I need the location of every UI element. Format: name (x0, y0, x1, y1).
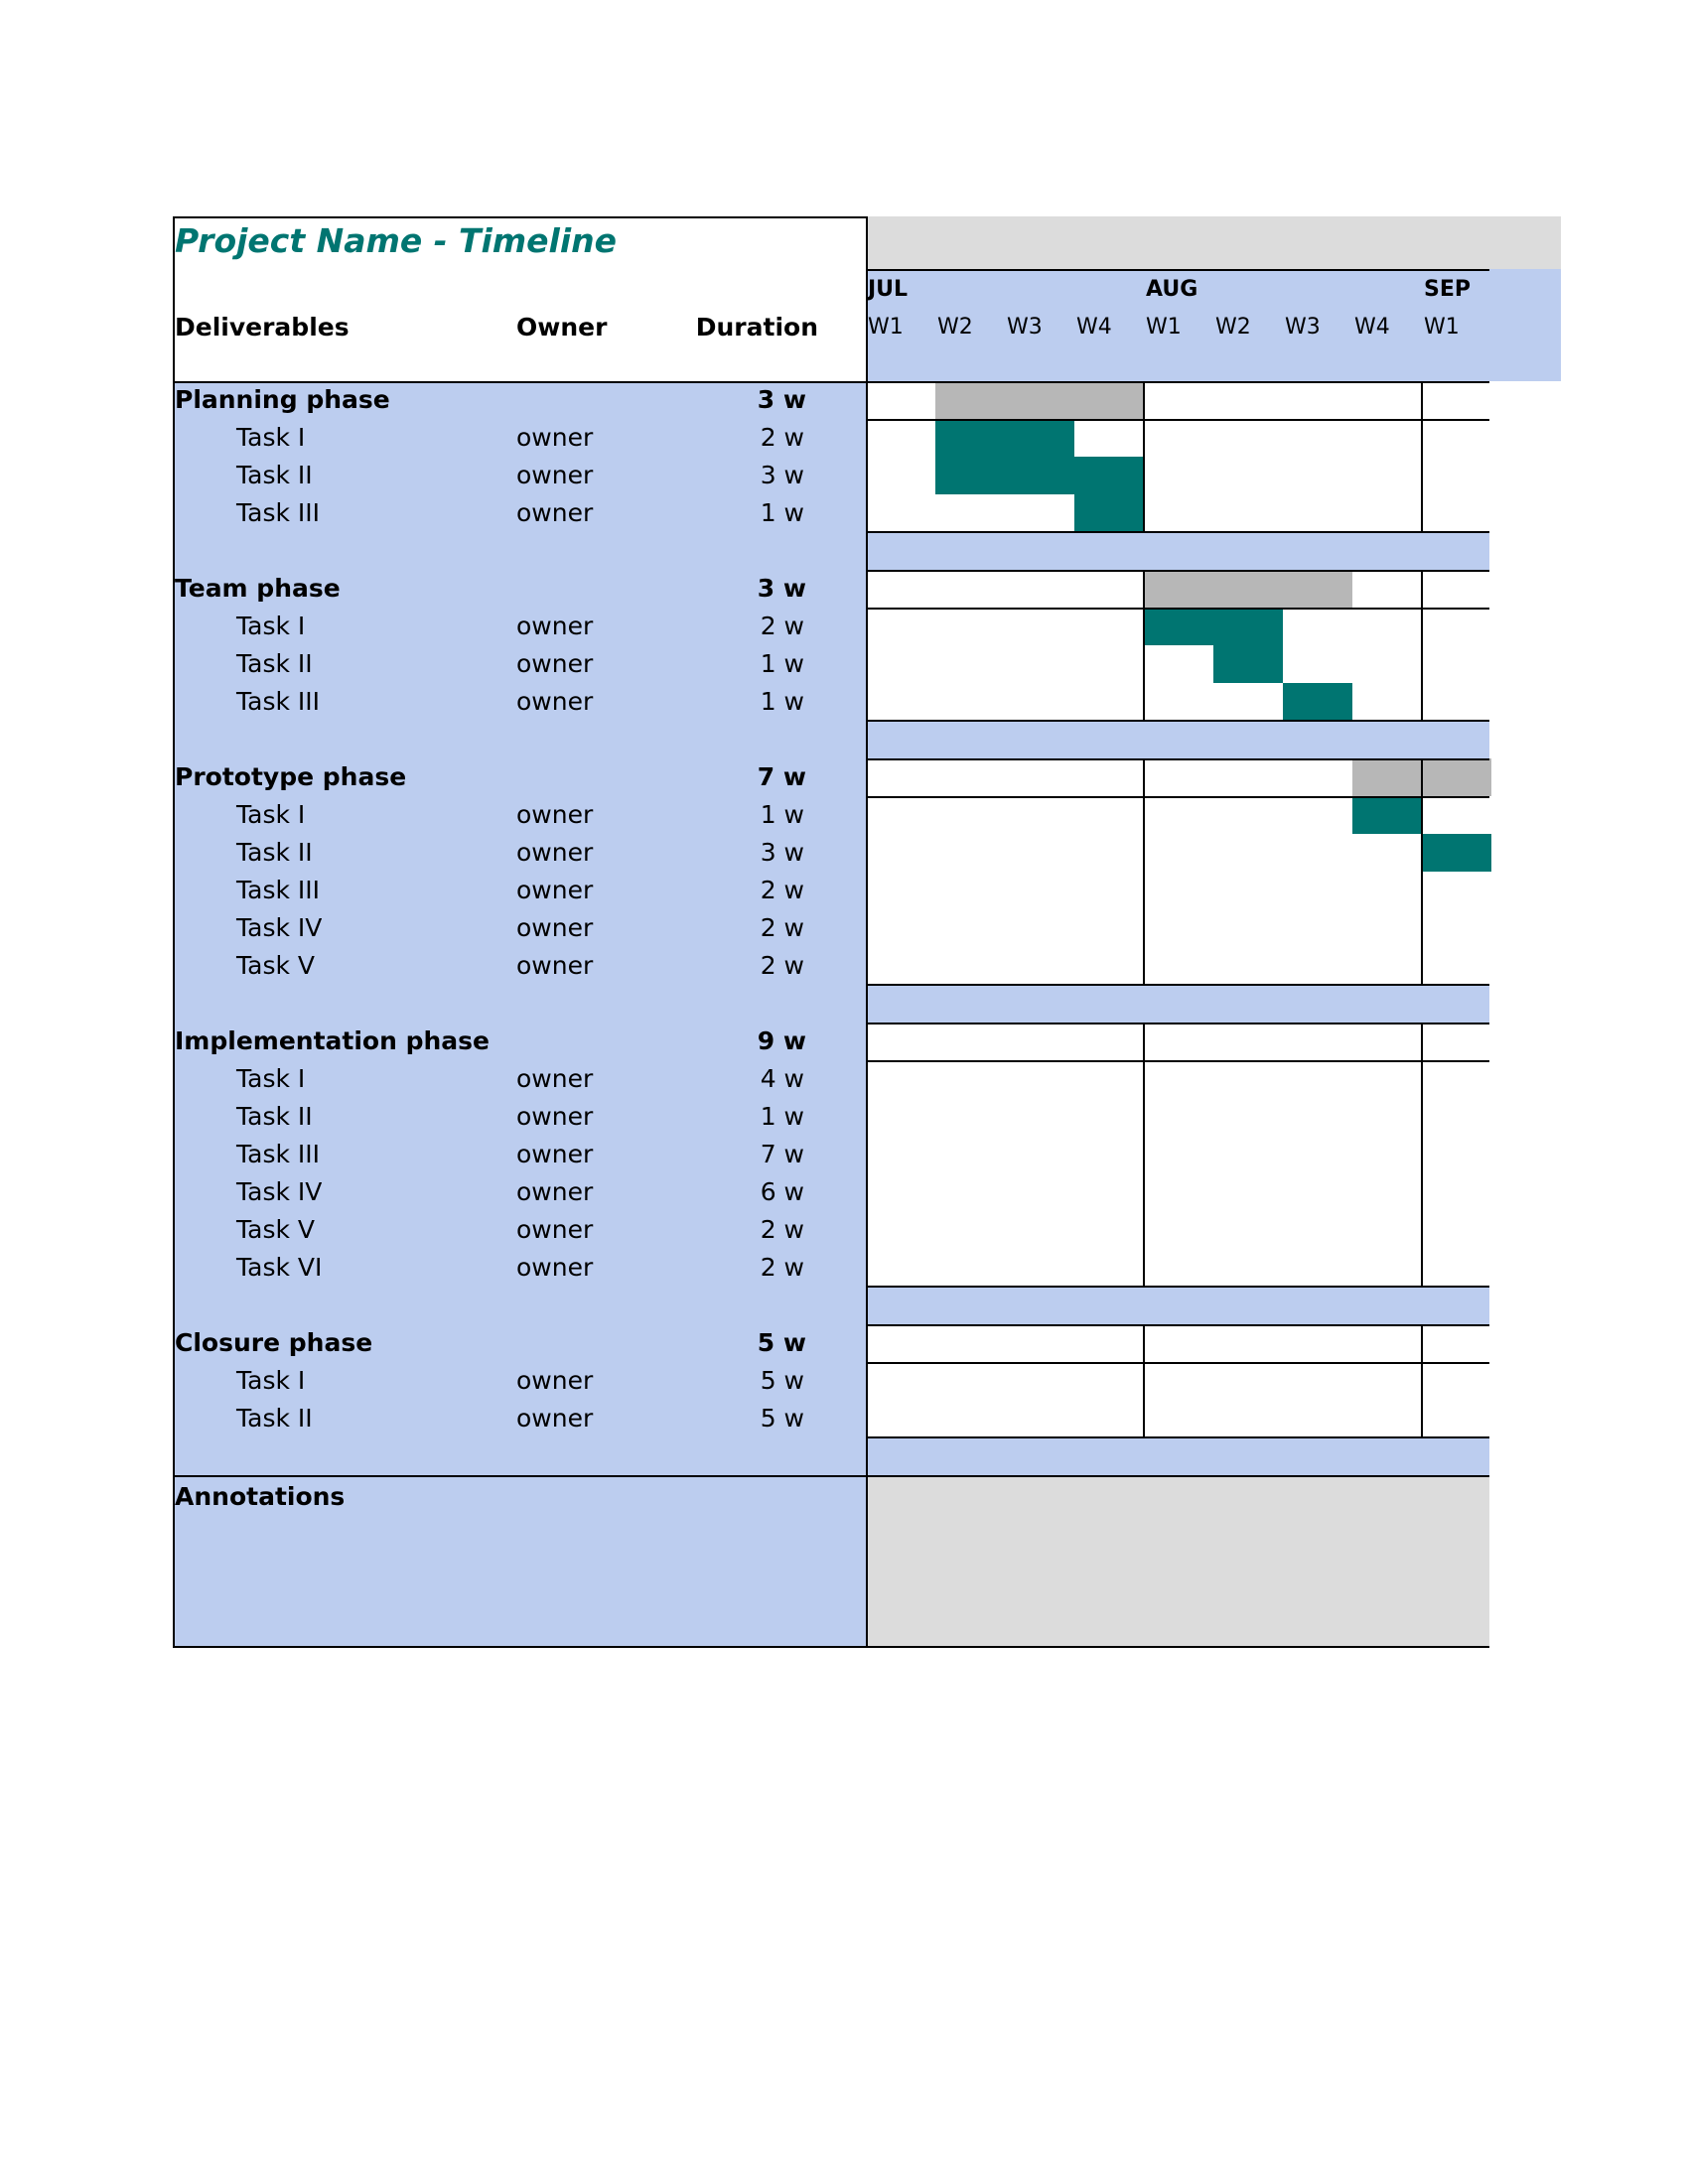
block-top-border (866, 570, 1489, 572)
block-top-border (866, 381, 1489, 383)
task-name: Task V (236, 951, 316, 980)
task-duration: 2 w (760, 1253, 804, 1282)
chart-gap-band (866, 532, 1489, 570)
task-name: Task II (236, 649, 313, 678)
header-right-top-border (866, 269, 1489, 271)
task-owner: owner (516, 951, 594, 980)
task-duration: 4 w (760, 1064, 804, 1093)
task-bar (1074, 494, 1144, 532)
month-divider (1421, 1324, 1423, 1437)
week-label: W2 (937, 315, 973, 340)
task-owner: owner (516, 1366, 594, 1395)
block-bottom-border (866, 1436, 1489, 1438)
week-label: W2 (1215, 315, 1251, 340)
chart-gap-band (866, 1287, 1489, 1324)
task-bar (935, 419, 1074, 457)
task-duration: 1 w (760, 498, 804, 527)
task-owner: owner (516, 461, 594, 489)
month-divider (1143, 1324, 1145, 1437)
task-name: Task IV (236, 913, 323, 942)
block-bottom-border (866, 1286, 1489, 1288)
task-duration: 6 w (760, 1177, 804, 1206)
task-name: Task III (236, 498, 321, 527)
month-label: SEP (1424, 277, 1471, 302)
task-name: Task II (236, 461, 313, 489)
month-divider (1143, 381, 1145, 532)
task-owner: owner (516, 913, 594, 942)
chart-gap-band (866, 1437, 1489, 1475)
task-name: Task III (236, 1140, 321, 1168)
outer-top-border (173, 216, 866, 218)
task-owner: owner (516, 1404, 594, 1433)
phase-row-divider (866, 1362, 1489, 1364)
center-divider (866, 216, 868, 1646)
task-owner: owner (516, 649, 594, 678)
task-bar (935, 457, 1144, 494)
task-bar (1352, 796, 1422, 834)
task-owner: owner (516, 800, 594, 829)
phase-name: Implementation phase (175, 1026, 490, 1055)
task-name: Task II (236, 1102, 313, 1131)
task-duration: 7 w (760, 1140, 804, 1168)
task-owner: owner (516, 612, 594, 640)
column-header-duration: Duration (695, 313, 818, 341)
phase-duration: 5 w (757, 1328, 806, 1357)
chart-gap-band (866, 985, 1489, 1023)
task-owner: owner (516, 423, 594, 452)
task-name: Task I (236, 1064, 306, 1093)
week-label: W1 (1424, 315, 1460, 340)
outer-bottom-border (173, 1646, 1489, 1648)
task-bar (1283, 683, 1352, 721)
task-name: Task V (236, 1215, 316, 1244)
task-owner: owner (516, 687, 594, 716)
phase-duration: 3 w (757, 385, 806, 414)
task-name: Task III (236, 687, 321, 716)
phase-bar (935, 381, 1144, 419)
task-duration: 1 w (760, 1102, 804, 1131)
task-name: Task II (236, 1404, 313, 1433)
phase-name: Prototype phase (175, 762, 407, 791)
task-duration: 2 w (760, 423, 804, 452)
task-name: Task VI (236, 1253, 323, 1282)
annotations-area (866, 1475, 1489, 1646)
task-duration: 2 w (760, 876, 804, 904)
block-top-border (866, 1023, 1489, 1024)
week-label: W1 (1146, 315, 1182, 340)
task-duration: 1 w (760, 800, 804, 829)
month-divider (1421, 570, 1423, 721)
task-duration: 3 w (760, 461, 804, 489)
phase-name: Planning phase (175, 385, 390, 414)
phase-name: Closure phase (175, 1328, 373, 1357)
task-duration: 2 w (760, 913, 804, 942)
task-duration: 2 w (760, 951, 804, 980)
phase-chart-block (866, 1324, 1489, 1437)
task-name: Task II (236, 838, 313, 867)
task-duration: 5 w (760, 1366, 804, 1395)
block-top-border (866, 1324, 1489, 1326)
page-title: Project Name - Timeline (175, 221, 618, 260)
phase-duration: 7 w (757, 762, 806, 791)
month-divider (1421, 758, 1423, 985)
week-label: W3 (1007, 315, 1043, 340)
block-top-border (866, 758, 1489, 760)
task-duration: 1 w (760, 687, 804, 716)
task-duration: 2 w (760, 612, 804, 640)
task-bar (1144, 608, 1283, 645)
month-divider (1143, 758, 1145, 985)
phase-duration: 9 w (757, 1026, 806, 1055)
month-label: AUG (1146, 277, 1198, 302)
month-divider (1143, 1023, 1145, 1287)
task-owner: owner (516, 838, 594, 867)
week-label: W4 (1076, 315, 1112, 340)
task-name: Task III (236, 876, 321, 904)
column-header-owner: Owner (516, 313, 608, 341)
task-owner: owner (516, 876, 594, 904)
month-label: JUL (868, 277, 909, 302)
month-divider (1143, 570, 1145, 721)
column-header-deliverables: Deliverables (175, 313, 350, 341)
task-duration: 1 w (760, 649, 804, 678)
task-bar (1422, 834, 1491, 872)
phase-row-divider (866, 608, 1489, 610)
outer-left-border (173, 216, 175, 1646)
chart-gap-band (866, 721, 1489, 758)
week-label: W4 (1354, 315, 1390, 340)
task-owner: owner (516, 1177, 594, 1206)
task-name: Task I (236, 800, 306, 829)
task-name: Task I (236, 612, 306, 640)
task-duration: 5 w (760, 1404, 804, 1433)
block-bottom-border (866, 531, 1489, 533)
task-owner: owner (516, 1253, 594, 1282)
header-gray-band (866, 216, 1561, 269)
task-bar (1213, 645, 1283, 683)
task-owner: owner (516, 1102, 594, 1131)
phase-bar (1144, 570, 1352, 608)
phase-row-divider (866, 1060, 1489, 1062)
task-duration: 2 w (760, 1215, 804, 1244)
block-bottom-border (866, 984, 1489, 986)
task-owner: owner (516, 1064, 594, 1093)
block-bottom-border (866, 720, 1489, 722)
phase-duration: 3 w (757, 574, 806, 603)
month-divider (1421, 381, 1423, 532)
week-label: W1 (868, 315, 904, 340)
task-owner: owner (516, 1140, 594, 1168)
phase-row-divider (866, 796, 1489, 798)
task-name: Task I (236, 423, 306, 452)
header-bottom-border (173, 381, 866, 383)
task-name: Task I (236, 1366, 306, 1395)
month-divider (1421, 1023, 1423, 1287)
phase-name: Team phase (175, 574, 341, 603)
task-owner: owner (516, 1215, 594, 1244)
phase-row-divider (866, 419, 1489, 421)
task-owner: owner (516, 498, 594, 527)
task-duration: 3 w (760, 838, 804, 867)
week-label: W3 (1285, 315, 1321, 340)
annotations-label: Annotations (175, 1482, 346, 1511)
task-name: Task IV (236, 1177, 323, 1206)
